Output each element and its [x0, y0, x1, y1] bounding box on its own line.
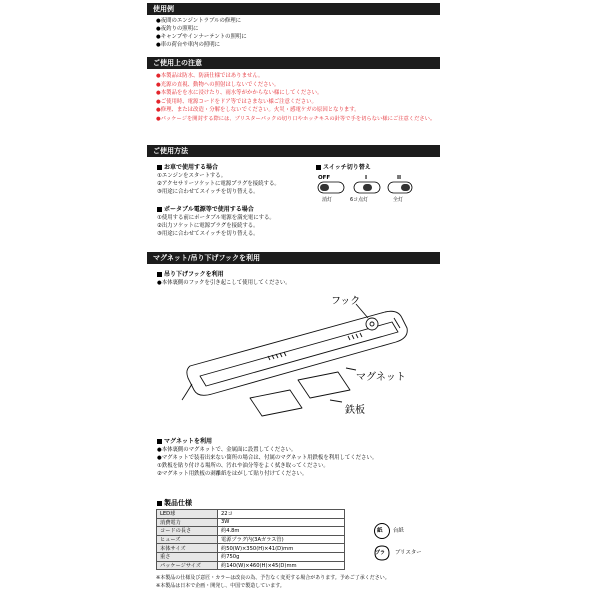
callout-magnet: マグネット	[356, 372, 406, 383]
how-to-use-header: ご使用方法	[147, 145, 440, 157]
table-row: 重さ 約750g	[157, 552, 345, 561]
list-item: ●本体裏側のマグネットで、金属面に設置してください。	[157, 447, 297, 453]
paper-recycle-mark: 紙	[377, 528, 383, 534]
plastic-recycle-label: ブリスター	[395, 550, 422, 556]
list-item: ●ご使用時、電源コードをドア等ではさまない様ご注意ください。	[156, 98, 317, 105]
table-row: 消費電力 3W	[157, 518, 345, 527]
list-item: ●本製品をを水に浸けたり、雨水等がかからない様にしてください。	[156, 90, 323, 97]
list-item: ●本製品は防水、防滴仕様ではありません。	[156, 73, 264, 79]
list-item: ②出力ソケットに電源プラグを接続する。	[157, 223, 259, 229]
magnet-section-title: マグネットを利用	[157, 436, 212, 445]
specs-footnote-2: ※本製品は日本で企画・開発し、中国で製造しています。	[156, 583, 285, 589]
list-item: ●パッケージを開封する際には、ブリスターパックの切り口やホッチキスの針等で手を切らない様にご注意ください。	[156, 115, 436, 122]
plastic-recycle-mark: プラ	[375, 550, 386, 556]
usage-examples-header: 使用例	[147, 3, 440, 15]
switch-off-mark: OFF	[318, 175, 331, 181]
list-item: ①使用する前にポータブル電源を満充電にする。	[157, 215, 275, 221]
table-row: コードの長さ 約4.8m	[157, 527, 345, 536]
table-row: ヒューズ 電源プラグ内(3Aガラス管)	[157, 535, 345, 544]
list-item: ②マグネット用鉄板の剥離紙をはがして貼り付けてください。	[157, 471, 308, 477]
car-use-title: お車で使用する場合	[157, 162, 218, 171]
list-item: ①エンジンをスタートする。	[157, 173, 227, 179]
table-row: LED球 22コ	[157, 510, 345, 519]
hook-section-title: 吊り下げフックを利用	[157, 269, 224, 278]
product-illustration-icon	[180, 298, 420, 424]
switch-two-mark: II	[397, 175, 402, 181]
specs-footnote-1: ※本製品の仕様及び意匠・カラーは改良の為、予告なく変更する場合があります。予めご了承ください。	[156, 575, 390, 581]
table-row: 本体サイズ 約50(W)×350(H)×41(D)mm	[157, 544, 345, 553]
list-item: ●車の荷台や車内の照明に	[156, 42, 221, 48]
switch-title: スイッチ切り替え	[316, 162, 371, 171]
switch-off-label: 消灯	[322, 197, 333, 203]
list-item: ③用途に合わせてスイッチを切り替える。	[157, 189, 259, 195]
portable-use-title: ポータブル電源等で使用する場合	[157, 204, 254, 213]
paper-recycle-label: 台紙	[393, 528, 404, 534]
callout-iron-plate: 鉄板	[345, 405, 365, 416]
list-item: ●修理、または改造・分解をしないでください。火災・感電ケガの原因となります。	[156, 107, 360, 114]
list-item: ①鉄板を貼り付ける場所の、汚れや油分等をよく拭き取ってください。	[157, 463, 329, 469]
hook-section-note: ●本体裏側のフックを引き起こして使用してください。	[157, 280, 291, 286]
list-item: ●夜釣りの照明に	[156, 26, 199, 32]
specs-title: 製品仕様	[157, 498, 192, 508]
callout-hook: フック	[331, 296, 361, 307]
table-row: パッケージサイズ 約140(W)×460(H)×45(D)mm	[157, 561, 345, 570]
list-item: ③用途に合わせてスイッチを切り替える。	[157, 231, 259, 237]
usage-examples-list	[156, 17, 247, 49]
switch-one-label: 6コ点灯	[350, 197, 369, 203]
switch-one-mark: I	[365, 175, 368, 181]
precautions-header: ご使用上の注意	[147, 57, 440, 69]
list-item: ●マグネットで装着出来ない箇所の場合は、付属のマグネット用鉄板を利用してください。	[157, 455, 378, 461]
list-item: ●夜間のエンジントラブルの修理に	[156, 18, 242, 24]
magnet-hook-header: マグネット/吊り下げフックを利用	[147, 252, 440, 264]
car-use-steps	[157, 172, 280, 196]
list-item: ●キャンプやインナーテントの照明に	[156, 34, 247, 40]
precautions-list	[156, 72, 435, 124]
specs-table	[156, 509, 345, 570]
switch-two-label: 全灯	[393, 197, 404, 203]
magnet-section-notes	[157, 446, 377, 478]
portable-use-steps	[157, 214, 275, 238]
list-item: ②アクセサリーソケットに電源プラグを接続する。	[157, 181, 280, 187]
list-item: ●光源の直視、動物への照射はしないでください。	[156, 81, 280, 88]
